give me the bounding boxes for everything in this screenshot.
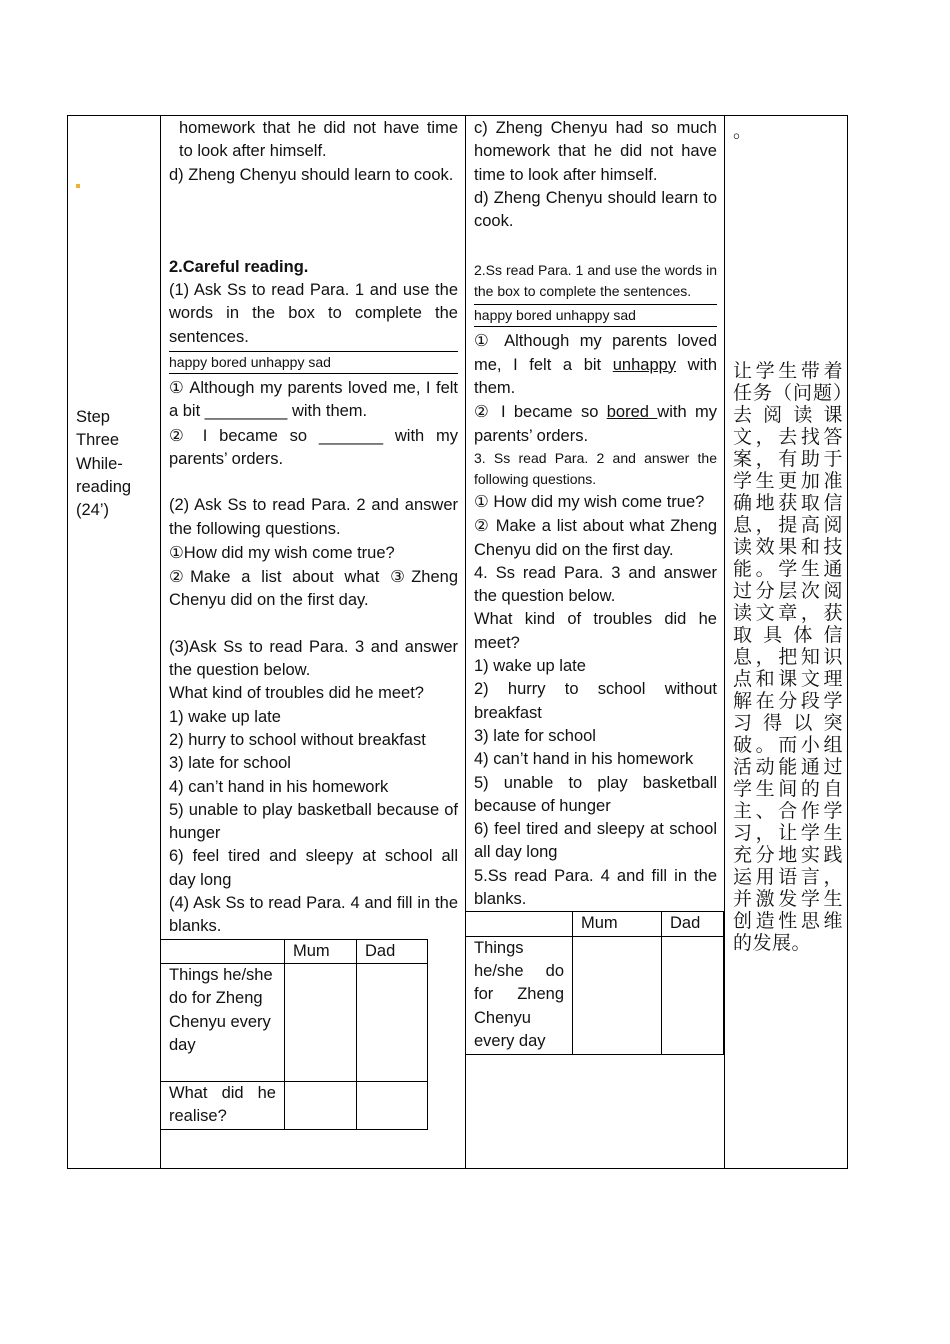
table-header-dad: Dad	[357, 939, 428, 963]
word-box: happy bored unhappy sad	[169, 351, 458, 374]
circled-number: ②	[474, 402, 493, 422]
trouble-item: 3) late for school	[474, 726, 596, 745]
table-header-mum: Mum	[285, 939, 357, 963]
student-option-d: d) Zheng Chenyu should learn to cook.	[474, 188, 717, 231]
table-cell[interactable]	[285, 1081, 357, 1129]
student-task-4: 4. Ss read Para. 3 and answer the question below.	[474, 563, 717, 606]
circled-number: ③	[390, 567, 412, 587]
teacher-sentence-2: ② I became so _______ with my parents’ orders.	[169, 425, 458, 468]
trouble-item: 4) can’t hand in his homework	[474, 750, 694, 769]
purpose-column	[725, 116, 849, 1168]
table-cell[interactable]	[357, 1081, 428, 1129]
teacher-fill-table	[160, 939, 428, 1130]
teacher-question-2: ②Make a list about what ③Zheng Chenyu did on the first day.	[169, 567, 459, 610]
circled-number: ②	[474, 516, 490, 536]
table-cell[interactable]	[285, 963, 357, 1081]
trouble-item: 4) can’t hand in his homework	[169, 777, 389, 796]
teacher-task-1: (1) Ask Ss to read Para. 1 and use the words in the box to complete the sentences.	[169, 281, 458, 346]
trouble-item: 1) wake up late	[169, 707, 281, 726]
careful-reading-heading: 2.Careful reading.	[169, 257, 309, 276]
teacher-continued-text: homework that he did not have time to look after himself.	[179, 119, 458, 161]
trouble-item: 2) hurry to school without breakfast	[474, 680, 717, 722]
answer-word: bored	[606, 403, 658, 422]
circled-number: ②	[169, 425, 191, 445]
student-task-5: 5.Ss read Para. 4 and fill in the blanks.	[474, 866, 717, 909]
student-fill-table	[465, 911, 724, 1054]
circled-number: ①	[169, 378, 185, 398]
student-option-c: c) Zheng Chenyu had so much homework that he did not have time to look after himself.	[474, 119, 717, 184]
word-box: happy bored unhappy sad	[474, 304, 717, 327]
teacher-task-3-question: What kind of troubles did he meet?	[169, 684, 424, 703]
teacher-activity-column	[161, 116, 466, 1168]
teacher-task-4: (4) Ask Ss to read Para. 4 and fill in the blanks.	[169, 894, 458, 936]
answer-word: unhappy	[612, 355, 677, 374]
lesson-table	[67, 115, 848, 1169]
circled-number: ①	[474, 331, 495, 351]
student-question-1: ① How did my wish come true?	[474, 491, 705, 511]
circled-number: ①	[169, 542, 184, 562]
table-cell[interactable]	[357, 963, 428, 1081]
teacher-task-3: (3)Ask Ss to read Para. 3 and answer the question below.	[169, 637, 458, 680]
trouble-item: 6) feel tired and sleepy at school all day long	[474, 820, 717, 862]
teacher-sentence-1: ① Although my parents loved me, I felt a bit _________ with them.	[169, 378, 459, 421]
purpose-top-mark: 。	[733, 120, 753, 142]
marker-dot	[76, 184, 80, 188]
trouble-item: 5) unable to play basketball because of hunger	[474, 773, 717, 815]
circled-number: ①	[474, 491, 489, 511]
student-task-4-question: What kind of troubles did he meet?	[474, 610, 717, 652]
step-column	[68, 116, 160, 1168]
trouble-item: 1) wake up late	[474, 657, 586, 676]
circled-number: ②	[169, 567, 191, 587]
student-question-2: ② Make a list about what Zheng Chenyu did on the first day.	[474, 516, 718, 559]
table-header-dad: Dad	[662, 912, 724, 936]
table-header-mum: Mum	[573, 912, 662, 936]
teacher-question-1: ①How did my wish come true?	[169, 542, 395, 562]
trouble-item: 3) late for school	[169, 754, 291, 773]
table-cell[interactable]	[573, 936, 662, 1054]
student-task-2: 2.Ss read Para. 1 and use the words in the box to complete the sentences.	[474, 262, 717, 300]
table-row-label: What did he realise?	[161, 1081, 285, 1129]
teacher-option-d: d) Zheng Chenyu should learn to cook.	[169, 165, 454, 184]
student-answer-1: ① Although my parents loved me, I felt a bit unhappy with them.	[474, 331, 717, 398]
student-task-3: 3. Ss read Para. 2 and answer the following questions.	[474, 449, 717, 487]
step-label: Step Three While-reading (24’)	[76, 408, 132, 520]
trouble-item: 6) feel tired and sleepy at school all day long	[169, 847, 458, 889]
trouble-item: 5) unable to play basketball because of hunger	[169, 800, 458, 843]
table-row-label: Things he/she do for Zheng Chenyu every day	[161, 963, 285, 1081]
student-answer-2: ② I became so bored with my parents’ orders.	[474, 402, 717, 445]
teacher-task-2: (2) Ask Ss to read Para. 2 and answer the following questions.	[169, 496, 458, 538]
trouble-item: 2) hurry to school without breakfast	[169, 730, 426, 749]
student-activity-column	[466, 116, 725, 1168]
purpose-text: 让学生带着任务（问题）去阅读课文，去找答案，有助于学生更加准确地获取信息，提高阅读效果和技能。学生通过分层次阅读文章，获取具体信息，把知识点和课文理解在分段学习得以突破。而小组活动能通过学生间的自主、合作学习，让学生充分地实践运用语言，并激发学生创造性思维的发展。	[733, 360, 843, 954]
table-row-label: Things he/she do for Zheng Chenyu every day	[466, 936, 573, 1054]
table-cell[interactable]	[662, 936, 724, 1054]
